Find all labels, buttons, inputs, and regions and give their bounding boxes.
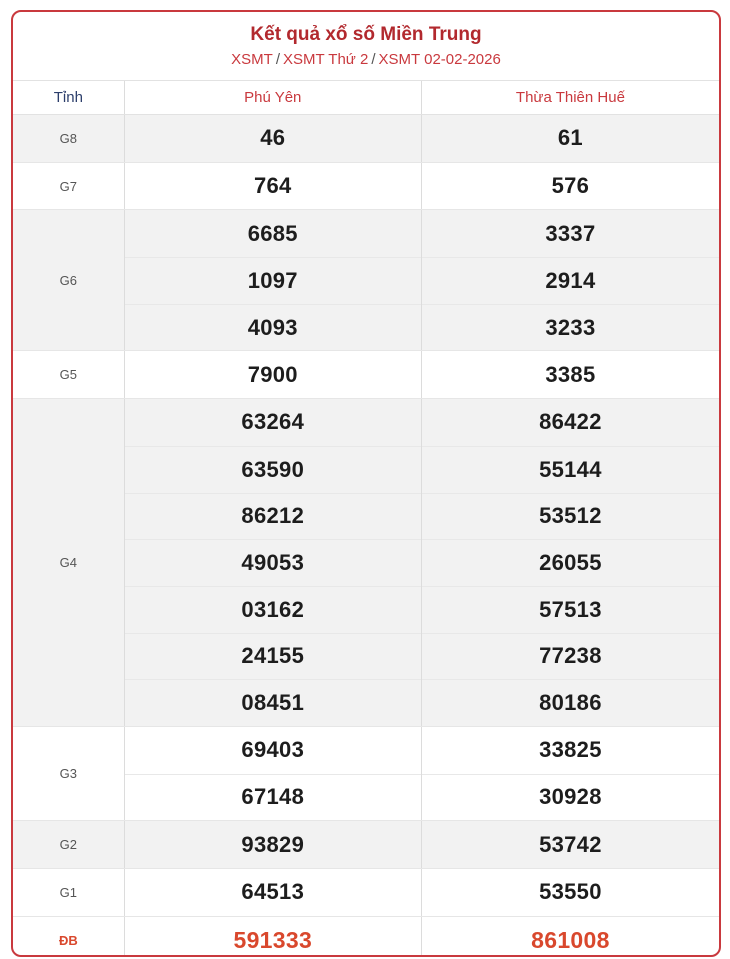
prize-label: G6 bbox=[13, 210, 125, 350]
result-number: 53742 bbox=[539, 831, 602, 857]
result-number: 86422 bbox=[539, 409, 602, 435]
results-table-body bbox=[13, 115, 719, 957]
phu-yen-numbers bbox=[125, 163, 422, 210]
thua-thien-hue-numbers bbox=[422, 351, 719, 398]
prize-label: ĐB bbox=[13, 917, 125, 957]
phu-yen-numbers bbox=[125, 399, 422, 726]
thua-thien-hue-numbers bbox=[422, 210, 719, 350]
table-header bbox=[13, 81, 719, 115]
thua-thien-hue-numbers bbox=[422, 115, 719, 162]
result-number: 4093 bbox=[125, 304, 421, 351]
result-number: 80186 bbox=[422, 679, 719, 726]
breadcrumb-date[interactable]: XSMT 02-02-2026 bbox=[378, 51, 501, 68]
thua-thien-hue-numbers bbox=[422, 869, 719, 916]
result-number: 33825 bbox=[539, 737, 602, 763]
column-header-province: Tỉnh bbox=[13, 81, 125, 114]
result-number: 69403 bbox=[241, 737, 305, 763]
result-number: 46 bbox=[260, 125, 286, 151]
thua-thien-hue-numbers bbox=[422, 727, 719, 820]
prize-label: G4 bbox=[13, 399, 125, 726]
prize-row-g7 bbox=[13, 162, 719, 210]
phu-yen-numbers bbox=[125, 115, 422, 162]
prize-row-g5 bbox=[13, 350, 719, 398]
results-header bbox=[13, 12, 719, 81]
phu-yen-numbers bbox=[125, 727, 422, 820]
result-number: 6685 bbox=[247, 220, 298, 246]
prize-row-g8 bbox=[13, 115, 719, 162]
result-number: 30928 bbox=[422, 774, 719, 821]
result-number: 67148 bbox=[125, 774, 421, 821]
result-number: 86212 bbox=[125, 493, 421, 540]
result-number: 1097 bbox=[125, 257, 421, 304]
result-number: 61 bbox=[557, 125, 583, 151]
result-number: 64513 bbox=[241, 879, 305, 905]
result-number: 576 bbox=[551, 173, 590, 199]
result-number: 49053 bbox=[125, 539, 421, 586]
result-number: 03162 bbox=[125, 586, 421, 633]
column-header-thua-thien-hue[interactable]: Thừa Thiên Huế bbox=[515, 89, 625, 106]
prize-row-g2 bbox=[13, 820, 719, 868]
result-number: 53550 bbox=[539, 879, 602, 905]
result-number: 63264 bbox=[241, 409, 305, 435]
result-number: 63590 bbox=[125, 446, 421, 493]
result-number: 764 bbox=[253, 173, 292, 199]
prize-row-g6 bbox=[13, 209, 719, 350]
phu-yen-numbers bbox=[125, 351, 422, 398]
thua-thien-hue-numbers bbox=[422, 163, 719, 210]
phu-yen-numbers bbox=[125, 869, 422, 916]
prize-label: G3 bbox=[13, 727, 125, 820]
prize-label: G2 bbox=[13, 821, 125, 868]
thua-thien-hue-numbers bbox=[422, 399, 719, 726]
result-number: 2914 bbox=[422, 257, 719, 304]
prize-row-đb bbox=[13, 916, 719, 957]
page-title: Kết quả xổ số Miền Trung bbox=[250, 24, 482, 45]
result-number: 77238 bbox=[422, 633, 719, 680]
prize-row-g1 bbox=[13, 868, 719, 916]
prize-label: G7 bbox=[13, 163, 125, 210]
breadcrumb-separator: / bbox=[371, 51, 376, 68]
results-card bbox=[11, 10, 721, 957]
result-number: 3233 bbox=[422, 304, 719, 351]
breadcrumb bbox=[13, 51, 719, 69]
prize-label: G8 bbox=[13, 115, 125, 162]
thua-thien-hue-numbers bbox=[422, 821, 719, 868]
phu-yen-numbers bbox=[125, 210, 422, 350]
result-number: 55144 bbox=[422, 446, 719, 493]
result-number: 7900 bbox=[247, 361, 298, 387]
prize-label: G1 bbox=[13, 869, 125, 916]
breadcrumb-xsmt[interactable]: XSMT bbox=[231, 51, 273, 68]
result-number: 3385 bbox=[545, 361, 596, 387]
breadcrumb-weekday[interactable]: XSMT Thứ 2 bbox=[283, 51, 369, 68]
result-number: 53512 bbox=[422, 493, 719, 540]
phu-yen-numbers bbox=[125, 917, 422, 957]
prize-row-g3 bbox=[13, 726, 719, 820]
thua-thien-hue-numbers bbox=[422, 917, 719, 957]
result-number: 93829 bbox=[241, 831, 305, 857]
prize-row-g4 bbox=[13, 398, 719, 726]
result-number: 24155 bbox=[125, 633, 421, 680]
prize-label: G5 bbox=[13, 351, 125, 398]
result-number: 57513 bbox=[422, 586, 719, 633]
breadcrumb-separator: / bbox=[275, 51, 280, 68]
phu-yen-numbers bbox=[125, 821, 422, 868]
column-header-phu-yen[interactable]: Phú Yên bbox=[125, 81, 422, 114]
result-number: 08451 bbox=[125, 679, 421, 726]
result-number: 3337 bbox=[545, 220, 596, 246]
result-number: 591333 bbox=[233, 926, 313, 953]
result-number: 861008 bbox=[531, 926, 610, 953]
result-number: 26055 bbox=[422, 539, 719, 586]
